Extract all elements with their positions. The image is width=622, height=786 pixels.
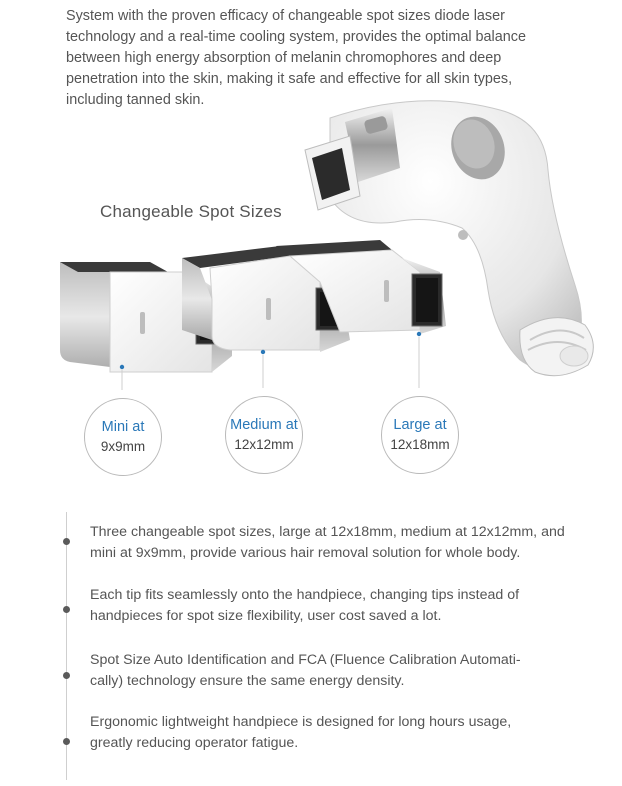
- feature-line: greatly reducing operator fatigue.: [90, 735, 299, 751]
- feature-line: Spot Size Auto Identification and FCA (Fluence Calibration Automati-: [90, 652, 521, 668]
- section-title: Changeable Spot Sizes: [100, 202, 282, 221]
- feature-line: Each tip fits seamlessly onto the handpiece, changing tips instead of: [90, 587, 520, 603]
- feature-line: Ergonomic lightweight handpiece is designed for long hours usage,: [90, 714, 512, 730]
- intro-line: penetration into the skin, making it safe and effective for all skin types,: [66, 71, 513, 87]
- spot-size-name: Large at: [393, 417, 447, 433]
- intro-line: between high energy absorption of melanin chromophores and deep: [66, 50, 502, 66]
- spot-size-mini: [84, 398, 162, 476]
- bullet-dot: [63, 538, 70, 545]
- feature-line: mini at 9x9mm, provide various hair removal solution for whole body.: [90, 545, 521, 561]
- intro-line: technology and a real-time cooling system, provides the optimal balance: [66, 29, 526, 45]
- intro-line: System with the proven efficacy of changeable spot sizes diode laser: [66, 8, 505, 24]
- intro-line: including tanned skin.: [66, 92, 205, 108]
- bullet-dot: [63, 606, 70, 613]
- bullet-dot: [63, 672, 70, 679]
- spot-size-name: Mini at: [101, 419, 145, 435]
- feature-item: [90, 522, 594, 564]
- feature-item: [90, 585, 594, 627]
- spot-size-medium: [225, 396, 303, 474]
- feature-item: [90, 712, 594, 754]
- spot-size-value: 12x12mm: [234, 437, 294, 452]
- feature-line: handpieces for spot size flexibility, user cost saved a lot.: [90, 608, 442, 624]
- product-illustration: [0, 90, 622, 390]
- spot-size-value: 9x9mm: [100, 439, 146, 454]
- spot-size-name: Medium at: [230, 417, 298, 433]
- feature-line: cally) technology ensure the same energy density.: [90, 673, 405, 689]
- feature-line: Three changeable spot sizes, large at 12x18mm, medium at 12x12mm, and: [90, 524, 565, 540]
- feature-item: [90, 650, 594, 692]
- spot-size-large: [381, 396, 459, 474]
- spot-size-value: 12x18mm: [390, 437, 450, 452]
- bullet-dot: [63, 738, 70, 745]
